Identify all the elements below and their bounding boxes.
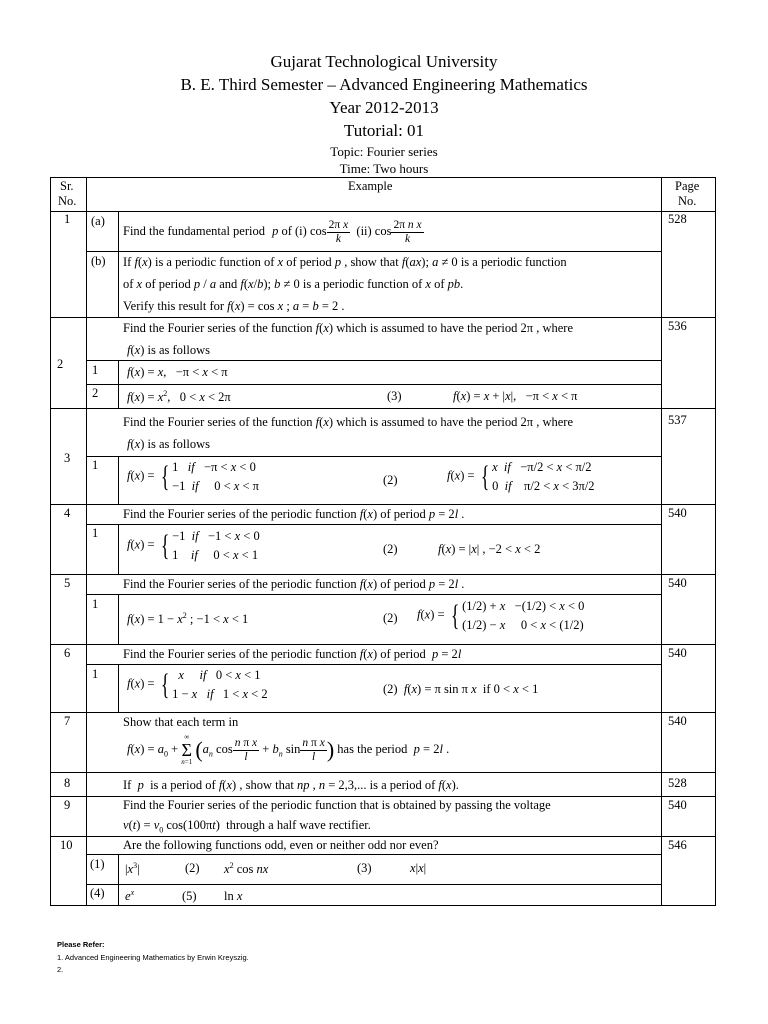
q2-follows: f(x) is as follows <box>127 343 211 357</box>
page-2: 536 <box>668 319 687 333</box>
sr-3: 3 <box>64 451 71 465</box>
q6-eq2: (2) f(x) = π sin π x if 0 < x < 1 <box>383 682 539 696</box>
q10-f4: $e^x$ <box>125 888 135 904</box>
sr-6: 6 <box>64 646 71 660</box>
q10-f5: ln x <box>224 889 243 903</box>
q6-label-1: 1 <box>92 667 99 681</box>
sr-8: 8 <box>64 776 71 790</box>
q2-label-1: 1 <box>92 363 99 377</box>
page-4: 540 <box>668 506 687 520</box>
q3-label-1: 1 <box>92 458 99 472</box>
q10-label-5: (5) <box>182 889 197 903</box>
q1b-line2: of x of period p / a and f(x/b); b ≠ 0 is a periodic function of x of pb. <box>123 277 464 291</box>
q5-label-2: (2) <box>383 611 398 625</box>
q9-line2: $v(t) = v_0$ cos(100πt) through a half wave rectifier. <box>123 818 371 835</box>
sr-10: 10 <box>60 838 73 852</box>
q2-eq1: f(x) = x, −π < x < π <box>127 365 228 379</box>
q10-label-1: (1) <box>90 857 105 871</box>
q5-intro: Find the Fourier series of the periodic function f(x) of period p = 2l . <box>123 577 465 591</box>
sr-5: 5 <box>64 576 71 590</box>
q4-eq2: f(x) = |x| , −2 < x < 2 <box>438 542 541 556</box>
q3-follows: f(x) is as follows <box>127 437 211 451</box>
topic: Topic: Fourier series <box>330 144 438 159</box>
page-6: 540 <box>668 646 687 660</box>
q5-label-1: 1 <box>92 597 99 611</box>
q1b-verify: Verify this result for f(x) = cos x ; a = b = 2 . <box>123 299 345 313</box>
q3-intro: Find the Fourier series of the function f(x) which is assumed to have the period 2π , where <box>123 415 574 429</box>
q10-intro: Are the following functions odd, even or neither odd nor even? <box>123 838 439 852</box>
page-8: 528 <box>668 776 687 790</box>
q10-label-3: (3) <box>357 861 372 875</box>
page-7: 540 <box>668 714 687 728</box>
university-title: Gujarat Technological University <box>270 52 498 71</box>
q3-eq2: f(x) = { x if −π/2 < x < π/2 0 if π/2 < x < 3π/2 <box>447 459 595 493</box>
q7-series: $f(x) = a_0$ + ∞ Σ n=1 ($a_n$ cos $\frac{\text{n π x}}{l}$ + $b_n$ sin $\frac{\text{n π x}}{l}$ ) has the period p = 2l . <box>127 733 450 766</box>
q4-label-2: (2) <box>383 542 398 556</box>
header-page-no: No. <box>678 194 697 208</box>
page-5: 540 <box>668 576 687 590</box>
q7-intro: Show that each term in <box>123 715 239 729</box>
q10-f3: x|x| <box>410 861 427 875</box>
q10-label-2: (2) <box>185 861 200 875</box>
reference-1: 1. Advanced Engineering Mathematics by Erwin Kreyszig. <box>57 953 249 962</box>
q10-f2: $x^2$ cos nx <box>224 861 269 877</box>
q10-f1: $|x^3|$ <box>125 861 140 877</box>
sr-1: 1 <box>64 212 71 226</box>
sr-4: 4 <box>64 506 71 520</box>
q10-label-4: (4) <box>90 886 105 900</box>
sr-7: 7 <box>64 714 71 728</box>
q9-line1: Find the Fourier series of the periodic function that is obtained by passing the voltage <box>123 798 551 812</box>
time: Time: Two hours <box>339 161 429 176</box>
q5-eq1: $f(x) = 1 - x^2$ ; −1 < x < 1 <box>127 611 249 627</box>
q4-eq1: f(x) = {−1 if −1 < x < 0 1 if 0 < x < 1 <box>127 528 260 562</box>
q2-label-2: 2 <box>92 386 99 400</box>
header-sr-no: No. <box>58 194 77 208</box>
q8: If p is a period of f(x) , show that np , n = 2,3,... is a period of f(x). <box>123 778 459 792</box>
q2-intro: Find the Fourier series of the function f(x) which is assumed to have the period 2π , where <box>123 321 574 335</box>
label-a: (a) <box>91 214 105 228</box>
q6-eq1: f(x) = { x if 0 < x < 1 1 − x if 1 < x < 2 <box>127 667 268 701</box>
q2-eq3: f(x) = x + |x|, −π < x < π <box>453 389 578 403</box>
q3-label-2: (2) <box>383 473 398 487</box>
page-9: 540 <box>668 798 687 812</box>
q3-eq1: f(x) = {1 if −π < x < 0 −1 if 0 < x < π <box>127 459 259 493</box>
sr-9: 9 <box>64 798 71 812</box>
header-page: Page <box>675 179 700 193</box>
page-10: 546 <box>668 838 687 852</box>
year-title: Year 2012-2013 <box>329 98 439 117</box>
header-example: Example <box>348 179 393 193</box>
header-sr: Sr. <box>60 179 74 193</box>
course-title: B. E. Third Semester – Advanced Engineering Mathematics <box>180 75 588 94</box>
reference-2: 2. <box>57 965 64 974</box>
q5-eq2: f(x) = {(1/2) + x −(1/2) < x < 0 (1/2) − x 0 < x < (1/2) <box>417 598 585 632</box>
q6-intro: Find the Fourier series of the periodic function f(x) of period p = 2l <box>123 647 462 661</box>
page-3: 537 <box>668 413 687 427</box>
q1a: Find the fundamental period p of (i) cos $\frac{\text{2π x}}{k}$ (ii) cos $\frac{\text{2π n x}}{k}$ <box>123 218 422 245</box>
label-b: (b) <box>91 254 106 268</box>
page-1: 528 <box>668 212 687 226</box>
q2-label-3: (3) <box>387 389 402 403</box>
tutorial-title: Tutorial: 01 <box>343 121 425 140</box>
q2-eq2: $f(x) = x^2$, 0 < x < 2π <box>127 389 231 405</box>
q4-intro: Find the Fourier series of the periodic function f(x) of period p = 2l . <box>123 507 465 521</box>
q4-label-1: 1 <box>92 526 99 540</box>
sr-2: 2 <box>57 357 64 371</box>
please-refer: Please Refer: <box>57 940 105 949</box>
q1b-line1: If f(x) is a periodic function of x of period p , show that f(ax); a ≠ 0 is a periodic function <box>123 255 567 269</box>
